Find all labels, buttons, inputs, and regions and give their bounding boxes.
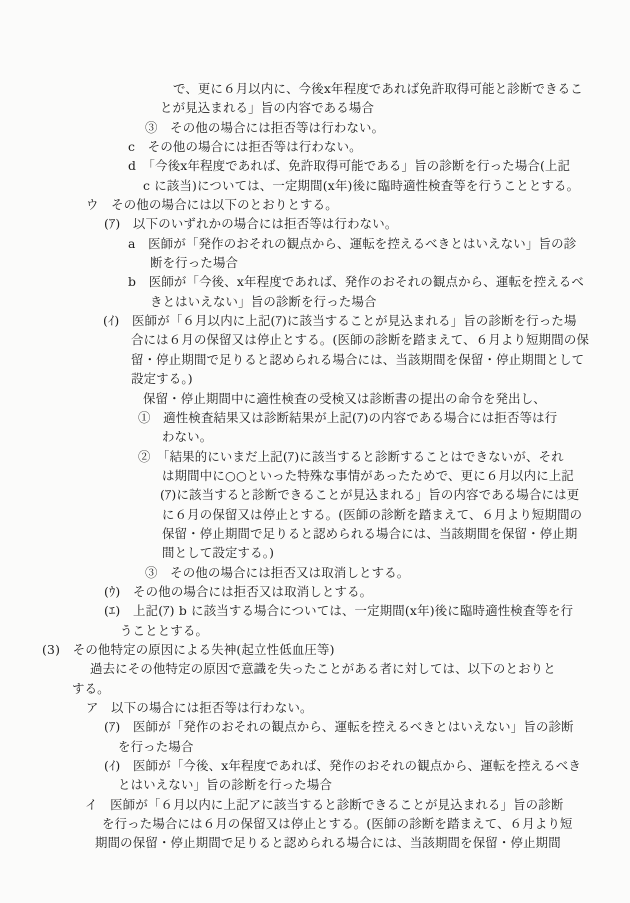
text-line-6: c に該当)については、一定期間(x年)後に臨時適性検査等を行うこととする。 [143, 177, 580, 193]
text-line-39: を行った場合には６月の保留又は停止とする。(医師の診断を踏まえて、６月より短 [102, 816, 573, 832]
text-line-19: わない。 [162, 429, 213, 445]
text-line-10: 断を行った場合 [150, 255, 239, 271]
document-body [0, 79, 630, 853]
text-line-38: イ 医師が「６月以内に上記アに該当すると診断できることが見込まれる」旨の診断 [85, 796, 564, 812]
text-line-24: 保留・停止期間で足りると認められる場合には、当該期間を保留・停止期 [162, 525, 578, 541]
text-line-3: ③ その他の場合には拒否等は行わない。 [145, 119, 385, 135]
text-line-40: 期間の保留・停止期間で足りると認められる場合には、当該期間を保留・停止期間 [95, 835, 561, 851]
text-line-29: うこととする。 [120, 622, 209, 638]
text-line-35: を行った場合 [118, 738, 194, 754]
text-line-36: (ｲ) 医師が「今後、x年程度であれば、発作のおそれの観点から、運転を控えるべき [104, 758, 581, 774]
text-line-31: 過去にその他特定の原因で意識を失ったことがある者に対しては、以下のとおりと [90, 661, 556, 677]
text-line-21: は期間中に○○といった特殊な事情があったためで、更に６月以内に上記 [162, 467, 574, 483]
text-line-32: する。 [72, 680, 110, 696]
text-line-9: a 医師が「発作のおそれの観点から、運転を控えるべきとはいえない」旨の診 [128, 235, 577, 251]
text-line-26: ③ その他の場合には拒否又は取消しとする。 [145, 564, 410, 580]
text-line-5: d 「今後x年程度であれば、免許取得可能である」旨の診断を行った場合(上記 [128, 158, 571, 174]
text-line-18: ① 適性検査結果又は診断結果が上記(ｱ)の内容である場合には拒否等は行 [138, 409, 558, 425]
text-line-7: ウ その他の場合には以下のとおりとする。 [86, 197, 338, 213]
text-line-33: ア 以下の場合には拒否等は行わない。 [86, 700, 313, 715]
text-line-4: c その他の場合には拒否等は行わない。 [128, 139, 362, 155]
text-line-27: (ｳ) その他の場合には拒否又は取消しとする。 [104, 583, 373, 599]
text-line-11: b 医師が「今後、x年程度であれば、発作のおそれの観点から、運転を控えるべ [128, 274, 584, 290]
text-line-2: とが見込まれる」旨の内容である場合 [160, 100, 375, 116]
text-line-25: 間として設定する。) [162, 545, 275, 561]
text-line-20: ② 「結果的にいまだ上記(ｱ)に該当すると診断することはできないが、それ [138, 448, 564, 464]
text-line-1: で、更に６月以内に、今後x年程度であれば免許取得可能と診断できるこ [173, 81, 583, 96]
text-line-17: 保留・停止期間中に適性検査の受検又は診断書の提出の命令を発出し、 [143, 390, 546, 406]
text-line-15: 留・停止期間で足りると認められる場合には、当該期間を保留・停止期間として [131, 351, 585, 367]
text-line-13: (ｲ) 医師が「６月以内に上記(ｱ)に該当することが見込まれる」旨の診断を行った場 [103, 313, 577, 329]
text-line-34: (ｱ) 医師が「発作のおそれの観点から、運転を控えるべきとはいえない」旨の診断 [104, 719, 574, 735]
text-line-22: (ｱ)に該当すると診断できることが見込まれる」旨の内容である場合には更 [160, 487, 580, 503]
text-line-8: (ｱ) 以下のいずれかの場合には拒否等は行わない。 [104, 216, 398, 232]
text-line-16: 設定する。) [131, 371, 193, 387]
text-line-30: (3) その他特定の原因による失神(起立性低血圧等) [42, 641, 335, 657]
text-line-28: (ｴ) 上記(ｱ) b に該当する場合については、一定期間(x年)後に臨時適性検査等を行 [104, 603, 574, 619]
text-line-12: きとはいえない」旨の診断を行った場合 [150, 293, 377, 309]
text-line-14: 合には６月の保留又は停止とする。(医師の診断を踏まえて、６月より短期間の保 [131, 332, 590, 348]
text-line-23: に６月の保留又は停止とする。(医師の診断を踏まえて、６月より短期間の [162, 506, 583, 522]
text-line-37: とはいえない」旨の診断を行った場合 [118, 777, 333, 793]
